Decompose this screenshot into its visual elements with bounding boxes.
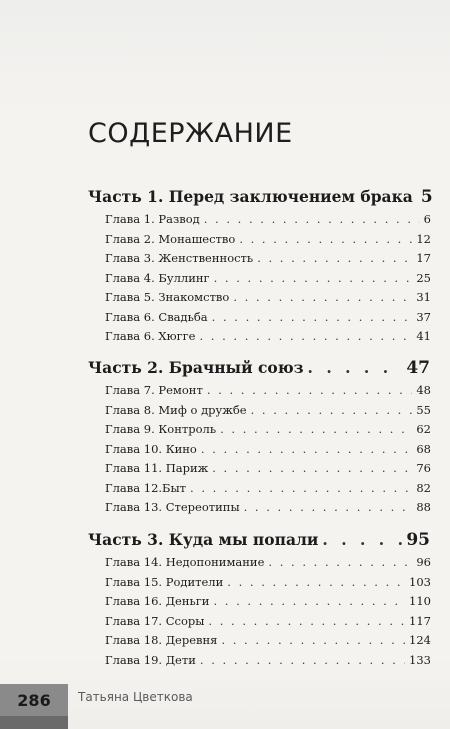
toc-chapter-row [105,422,431,436]
toc-chapter-row [105,403,431,417]
toc-part-row [88,358,430,378]
toc-chapter-label: Глава 8. Миф о дружбе [105,402,247,417]
toc-dot-leader [220,422,412,436]
toc-chapter-row [105,212,431,226]
toc-chapter-row [105,461,431,475]
toc-dot-leader [308,358,403,377]
toc-chapter-label: Глава 4. Буллинг [105,270,210,285]
toc-chapter-label: Глава 17. Ссоры [105,613,205,628]
toc-chapter-page: 25 [416,270,431,285]
toc-dot-leader [239,232,412,246]
toc-chapter-label: Глава 18. Деревня [105,633,218,647]
toc-chapter-label: Глава 12.Быт [105,480,187,495]
toc-chapter-page: 55 [416,402,431,417]
toc-chapter-page: 48 [416,383,431,397]
toc-part-page: 5 [420,187,433,207]
toc-chapter-page: 41 [416,329,431,343]
toc-chapter-label: Глава 10. Кино [105,441,197,456]
toc-chapter-page: 17 [416,251,431,265]
toc-dot-leader [190,481,412,495]
toc-part-row [88,187,433,207]
toc-dot-leader [208,614,405,628]
toc-chapter-label: Глава 16. Деньги [105,594,210,608]
toc-chapter-page: 96 [416,555,431,569]
toc-dot-leader [201,442,412,456]
toc-chapter-row [105,232,431,246]
toc-chapter-row [105,614,431,628]
toc-chapter-row [105,594,431,608]
toc-dot-leader [212,310,413,324]
toc-dot-leader [199,329,412,343]
toc-chapter-page: 37 [416,309,431,324]
toc-chapter-label: Глава 2. Монашество [105,231,236,246]
toc-dot-leader [322,530,402,549]
toc-chapter-label: Глава 14. Недопонимание [105,555,265,569]
toc-chapter-page: 133 [409,652,431,667]
toc-chapter-page: 12 [416,231,431,246]
toc-chapter-page: 103 [409,574,431,589]
toc-part-label: Часть 2. Брачный союз [88,358,304,377]
toc-dot-leader [244,500,413,514]
toc-chapter-label: Глава 5. Знакомство [105,290,230,304]
toc-chapter-page: 31 [416,290,431,304]
footer-page-number: 286 [0,684,68,716]
toc-chapter-label: Глава 9. Контроль [105,422,217,436]
toc-chapter-page: 110 [409,594,431,608]
toc-dot-leader [213,594,405,608]
toc-chapter-row [105,310,431,324]
toc-dot-leader [207,383,413,397]
toc-part-label: Часть 1. Перед заключением брака [88,187,413,206]
toc-chapter-page: 82 [416,480,431,495]
toc-chapter-label: Глава 19. Дети [105,652,196,667]
toc-chapter-page: 124 [409,633,431,647]
toc-chapter-row [105,633,431,647]
toc-chapter-row [105,383,431,397]
toc-dot-leader [251,403,413,417]
toc-chapter-row [105,500,431,514]
toc-chapter-label: Глава 3. Женственность [105,251,254,265]
toc-dot-leader [227,575,405,589]
toc-chapter-label: Глава 13. Стереотипы [105,500,240,514]
toc-chapter-page: 76 [416,461,431,475]
toc-chapter-page: 88 [416,500,431,514]
toc-chapter-row [105,481,431,495]
toc-chapter-row [105,575,431,589]
footer-author: Татьяна Цветкова [78,690,193,704]
toc-chapter-row [105,329,431,343]
toc-dot-leader [268,555,412,569]
toc-dot-leader [204,212,420,226]
toc-chapter-row [105,442,431,456]
toc-chapter-page: 6 [423,212,431,226]
toc-chapter-page: 68 [416,441,431,456]
toc-chapter-row [105,555,431,569]
toc-dot-leader [200,653,405,667]
toc-part-row [88,530,430,550]
toc-chapter-page: 117 [409,613,431,628]
toc-chapter-label: Глава 6. Свадьба [105,309,208,324]
toc-chapter-row [105,271,431,285]
toc-dot-leader [233,290,412,304]
toc-part-page: 47 [406,358,430,378]
toc-chapter-page: 62 [416,422,431,436]
toc-chapter-row [105,290,431,304]
toc-part-page: 95 [406,530,430,550]
toc-dot-leader [257,251,412,265]
toc-chapter-row [105,251,431,265]
toc-chapter-label: Глава 15. Родители [105,574,224,589]
toc-chapter-label: Глава 7. Ремонт [105,383,203,397]
toc-dot-leader [221,633,405,647]
toc-dot-leader [212,461,412,475]
toc-dot-leader [214,271,413,285]
page-title: СОДЕРЖАНИЕ [88,118,293,149]
toc-chapter-label: Глава 1. Развод [105,212,200,226]
toc-chapter-label: Глава 6. Хюгге [105,329,196,343]
toc-chapter-row [105,653,431,667]
toc-part-label: Часть 3. Куда мы попали [88,530,319,549]
toc-chapter-label: Глава 11. Париж [105,461,209,475]
